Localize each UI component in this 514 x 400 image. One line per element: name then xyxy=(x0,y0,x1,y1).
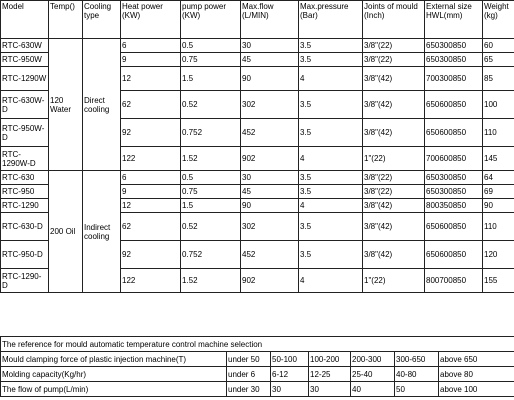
heat-power-cell: 12 xyxy=(121,67,181,91)
header-cooling-type: Cooling type xyxy=(83,1,121,39)
range-cell-3: 30 xyxy=(309,382,351,397)
range-cell-6: above 100 xyxy=(439,382,514,397)
external-size-cell: 650300850 xyxy=(425,53,483,67)
max-flow-cell: 302 xyxy=(241,91,299,119)
external-size-cell: 700600850 xyxy=(425,147,483,171)
external-size-cell: 700300850 xyxy=(425,67,483,91)
max-flow-cell: 90 xyxy=(241,199,299,213)
joints-cell: 3/8"(22) xyxy=(363,171,425,185)
heat-power-cell: 62 xyxy=(121,91,181,119)
model-cell: RTC-630W-D xyxy=(1,91,49,119)
pump-power-cell: 1.52 xyxy=(181,147,241,171)
table-row xyxy=(1,39,514,53)
joints-cell: 3/8"(22) xyxy=(363,53,425,67)
pump-power-cell: 1.5 xyxy=(181,199,241,213)
joints-cell: 3/8"(22) xyxy=(363,39,425,53)
model-cell: RTC-630-D xyxy=(1,213,49,241)
max-flow-cell: 90 xyxy=(241,67,299,91)
max-pressure-cell: 3.5 xyxy=(299,91,363,119)
reference-row xyxy=(1,352,514,367)
weight-cell: 85 xyxy=(483,67,514,91)
model-cell: RTC-1290-D xyxy=(1,269,49,293)
pump-power-cell: 0.5 xyxy=(181,171,241,185)
header-temp: Temp() xyxy=(49,1,83,39)
max-flow-cell: 452 xyxy=(241,241,299,269)
weight-cell: 100 xyxy=(483,91,514,119)
range-cell-2: 30 xyxy=(271,382,309,397)
weight-cell: 145 xyxy=(483,147,514,171)
external-size-cell: 650600850 xyxy=(425,91,483,119)
range-cell-6: above 80 xyxy=(439,367,514,382)
pump-power-cell: 0.5 xyxy=(181,39,241,53)
range-cell-4: 40 xyxy=(351,382,395,397)
max-pressure-cell: 4 xyxy=(299,269,363,293)
cooling-type-cell: Direct cooling xyxy=(83,39,121,171)
external-size-cell: 650300850 xyxy=(425,185,483,199)
model-cell: RTC-950W-D xyxy=(1,119,49,147)
external-size-cell: 800700850 xyxy=(425,269,483,293)
joints-cell: 3/8"(42) xyxy=(363,67,425,91)
external-size-cell: 650600850 xyxy=(425,213,483,241)
max-flow-cell: 452 xyxy=(241,119,299,147)
range-cell-2: 6-12 xyxy=(271,367,309,382)
model-cell: RTC-1290 xyxy=(1,199,49,213)
pump-power-cell: 0.52 xyxy=(181,213,241,241)
external-size-cell: 650600850 xyxy=(425,241,483,269)
reference-title-row xyxy=(1,337,514,352)
external-size-cell: 650600850 xyxy=(425,119,483,147)
range-cell-5: 40-80 xyxy=(395,367,439,382)
max-flow-cell: 902 xyxy=(241,147,299,171)
range-cell-5: 50 xyxy=(395,382,439,397)
heat-power-cell: 6 xyxy=(121,171,181,185)
weight-cell: 90 xyxy=(483,199,514,213)
header-pump-power: pump power (KW) xyxy=(181,1,241,39)
heat-power-cell: 6 xyxy=(121,39,181,53)
max-pressure-cell: 3.5 xyxy=(299,39,363,53)
heat-power-cell: 122 xyxy=(121,269,181,293)
pump-power-cell: 0.75 xyxy=(181,185,241,199)
header-max-flow: Max.flow (L/MIN) xyxy=(241,1,299,39)
weight-cell: 64 xyxy=(483,171,514,185)
range-cell-1: under 50 xyxy=(227,352,271,367)
model-cell: RTC-950 xyxy=(1,185,49,199)
range-cell-4: 200-300 xyxy=(351,352,395,367)
range-cell-1: under 6 xyxy=(227,367,271,382)
heat-power-cell: 9 xyxy=(121,185,181,199)
max-flow-cell: 302 xyxy=(241,213,299,241)
max-flow-cell: 30 xyxy=(241,39,299,53)
heat-power-cell: 92 xyxy=(121,119,181,147)
model-cell: RTC-1290W-D xyxy=(1,147,49,171)
model-cell: RTC-630 xyxy=(1,171,49,185)
max-pressure-cell: 3.5 xyxy=(299,53,363,67)
max-pressure-cell: 4 xyxy=(299,199,363,213)
pump-power-cell: 0.752 xyxy=(181,241,241,269)
joints-cell: 3/8"(22) xyxy=(363,185,425,199)
model-cell: RTC-1290W xyxy=(1,67,49,91)
model-cell: RTC-950W xyxy=(1,53,49,67)
reference-title: The reference for mould automatic temperature control machine selection xyxy=(1,337,514,352)
external-size-cell: 650300850 xyxy=(425,39,483,53)
max-pressure-cell: 3.5 xyxy=(299,241,363,269)
header-external-size: External size HWL(mm) xyxy=(425,1,483,39)
weight-cell: 110 xyxy=(483,119,514,147)
weight-cell: 60 xyxy=(483,39,514,53)
joints-cell: 3/8"(42) xyxy=(363,91,425,119)
pump-power-cell: 1.5 xyxy=(181,67,241,91)
specification-body xyxy=(1,39,514,293)
reference-row xyxy=(1,382,514,397)
table-row xyxy=(1,171,514,185)
header-joints: Joints of mould (Inch) xyxy=(363,1,425,39)
range-cell-1: under 30 xyxy=(227,382,271,397)
pump-power-cell: 0.75 xyxy=(181,53,241,67)
temp-cell: 120 Water xyxy=(49,39,83,171)
heat-power-cell: 92 xyxy=(121,241,181,269)
pump-power-cell: 1.52 xyxy=(181,269,241,293)
joints-cell: 3/8"(42) xyxy=(363,119,425,147)
range-cell-6: above 650 xyxy=(439,352,514,367)
joints-cell: 1"(22) xyxy=(363,269,425,293)
header-model: Model xyxy=(1,1,49,39)
criterion-cell: Molding capacity(Kg/hr) xyxy=(1,367,227,382)
reference-body xyxy=(1,352,514,397)
external-size-cell: 800350850 xyxy=(425,199,483,213)
temp-cell: 200 Oil xyxy=(49,171,83,293)
header-max-pressure: Max.pressure (Bar) xyxy=(299,1,363,39)
joints-cell: 1"(22) xyxy=(363,147,425,171)
max-pressure-cell: 4 xyxy=(299,67,363,91)
weight-cell: 69 xyxy=(483,185,514,199)
max-flow-cell: 30 xyxy=(241,171,299,185)
weight-cell: 120 xyxy=(483,241,514,269)
header-weight: Weight (kg) xyxy=(483,1,514,39)
pump-power-cell: 0.752 xyxy=(181,119,241,147)
pump-power-cell: 0.52 xyxy=(181,91,241,119)
external-size-cell: 650300850 xyxy=(425,171,483,185)
header-row xyxy=(1,1,514,39)
max-pressure-cell: 3.5 xyxy=(299,171,363,185)
reference-row xyxy=(1,367,514,382)
heat-power-cell: 12 xyxy=(121,199,181,213)
range-cell-2: 50-100 xyxy=(271,352,309,367)
joints-cell: 3/8"(42) xyxy=(363,241,425,269)
range-cell-4: 25-40 xyxy=(351,367,395,382)
max-pressure-cell: 3.5 xyxy=(299,185,363,199)
weight-cell: 65 xyxy=(483,53,514,67)
weight-cell: 110 xyxy=(483,213,514,241)
joints-cell: 3/8"(42) xyxy=(363,213,425,241)
weight-cell: 155 xyxy=(483,269,514,293)
header-heat-power: Heat power (KW) xyxy=(121,1,181,39)
criterion-cell: Mould clamping force of plastic injection machine(T) xyxy=(1,352,227,367)
criterion-cell: The flow of pump(L/min) xyxy=(1,382,227,397)
max-flow-cell: 45 xyxy=(241,185,299,199)
range-cell-3: 12-25 xyxy=(309,367,351,382)
heat-power-cell: 122 xyxy=(121,147,181,171)
heat-power-cell: 62 xyxy=(121,213,181,241)
heat-power-cell: 9 xyxy=(121,53,181,67)
max-pressure-cell: 3.5 xyxy=(299,213,363,241)
range-cell-3: 100-200 xyxy=(309,352,351,367)
model-cell: RTC-630W xyxy=(1,39,49,53)
max-pressure-cell: 3.5 xyxy=(299,119,363,147)
max-pressure-cell: 4 xyxy=(299,147,363,171)
model-cell: RTC-950-D xyxy=(1,241,49,269)
cooling-type-cell: Indirect cooling xyxy=(83,171,121,293)
joints-cell: 3/8"(42) xyxy=(363,199,425,213)
range-cell-5: 300-650 xyxy=(395,352,439,367)
max-flow-cell: 45 xyxy=(241,53,299,67)
max-flow-cell: 902 xyxy=(241,269,299,293)
selection-reference-table xyxy=(0,336,514,397)
